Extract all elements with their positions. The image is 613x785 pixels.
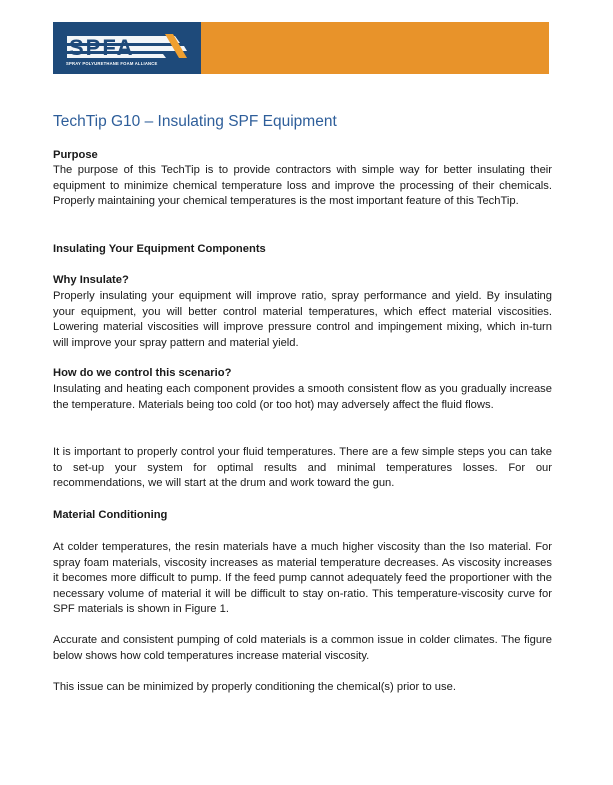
control-heading: How do we control this scenario? (53, 367, 232, 379)
spfa-logo-graphic (53, 22, 201, 74)
page-title: TechTip G10 – Insulating SPF Equipment (53, 113, 337, 130)
components-heading: Insulating Your Equipment Components (53, 243, 266, 255)
purpose-text: The purpose of this TechTip is to provide contractors with simple way for better insulating their equipment to minimize chemical temperature loss and improve the processing of their chemicals. Properly maintaining your chemical temperatures is the most important feature of this TechTip. (53, 164, 552, 207)
purpose-heading: Purpose (53, 149, 98, 161)
conditioning-text-3: This issue can be minimized by properly conditioning the chemical(s) prior to use. (53, 681, 456, 693)
conditioning-text-1: At colder temperatures, the resin materials have a much higher viscosity than the Iso material. For spray foam materials, viscosity increases as material temperature decreases. As viscosity increases it becomes more difficult to pump. If the feed pump cannot adequately feed the proportioner with the necessary volume of material it will be difficult to stay on-ratio. This temperature-viscosity curve for SPF materials is shown in Figure 1. (53, 541, 552, 615)
conditioning-text-2: Accurate and consistent pumping of cold materials is a common issue in colder climates. The figure below shows how cold temperatures increase material viscosity. (53, 634, 552, 662)
conditioning-heading: Material Conditioning (53, 509, 168, 521)
why-text: Properly insulating your equipment will improve ratio, spray performance and yield. By insulating your equipment, you will better control material temperatures, which effect material viscosities. Lowering material viscosities will improve pressure control and impingement mixing, which in-turn will improve your spray pattern and material yield. (53, 290, 552, 349)
spfa-logo (53, 22, 201, 74)
logo-text: SPFA (69, 35, 135, 60)
logo-subtitle: SPRAY POLYURETHANE FOAM ALLIANCE (66, 61, 158, 66)
why-heading: Why Insulate? (53, 274, 129, 286)
control-text-1: Insulating and heating each component provides a smooth consistent flow as you gradually increase the temperature. Materials being too cold (or too hot) may adversely affect the fluid flows. (53, 383, 552, 411)
control-text-2: It is important to properly control your fluid temperatures. There are a few simple steps you can take to set-up your system for optimal results and minimal temperatures losses. For our recommendations, we will start at the drum and work toward the gun. (53, 446, 552, 489)
